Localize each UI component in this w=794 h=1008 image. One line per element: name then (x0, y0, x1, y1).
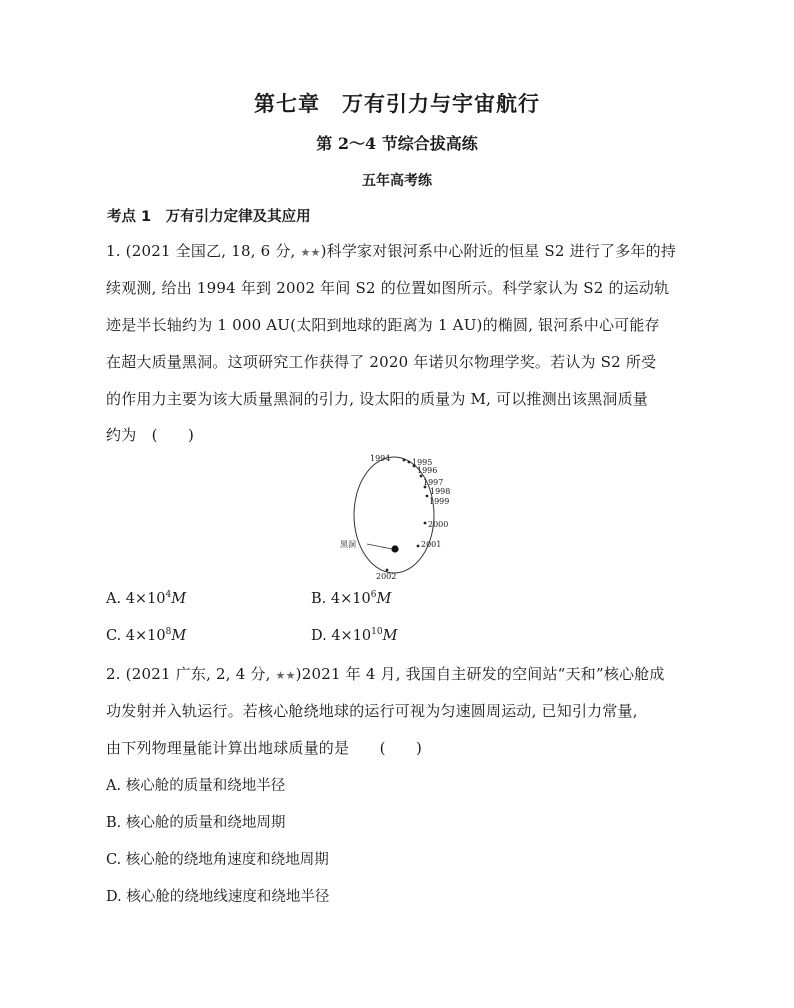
option-exponent: 6 (370, 590, 377, 600)
q1-line-4: 在超大质量黑洞。这项研究工作获得了 2020 年诺贝尔物理学奖。若认为 S2 所受 (106, 353, 657, 371)
option-unit: M (171, 590, 187, 607)
black-hole-dot (391, 545, 398, 552)
q1-line-5: 的作用力主要为该大质量黑洞的引力, 设太阳的质量为 M, 可以推测出该黑洞质量 (106, 390, 649, 408)
orbit-point (386, 569, 389, 572)
option-unit: M (171, 627, 187, 644)
option-unit: M (376, 590, 392, 607)
orbit-point (408, 461, 411, 464)
year-label: 2001 (421, 540, 442, 549)
year-label: 1997 (423, 478, 444, 487)
option-unit: M (382, 627, 398, 644)
s2-orbit-figure (330, 452, 470, 582)
year-label: 2000 (428, 520, 449, 529)
q2-line-2: 功发射并入轨运行。若核心舱绕地球的运行可视为匀速圆周运动, 已知引力常量, (106, 702, 638, 720)
difficulty-stars-icon: ★★ (275, 669, 296, 682)
topic-heading: 考点 1 万有引力定律及其应用 (107, 209, 311, 225)
orbit-points (386, 459, 429, 572)
orbit-point (417, 545, 420, 548)
section-title: 第 2～4 节综合拔高练 (316, 134, 478, 153)
option-exponent: 8 (165, 627, 172, 637)
q1-line-6: 约为 ( ) (106, 426, 195, 444)
q1-option-b[interactable] (311, 590, 391, 607)
option-exponent: 4 (165, 590, 172, 600)
option-exponent: 10 (371, 627, 383, 637)
year-label: 2002 (376, 572, 397, 581)
year-label: 1999 (429, 497, 450, 506)
q2-option-a[interactable]: A. 核心舱的质量和绕地半径 (106, 778, 286, 794)
q1-line-1-tail: )科学家对银河系中心附近的恒星 S2 进行了多年的持 (320, 242, 677, 260)
orbit-point (424, 522, 427, 525)
option-text: B. 4×10 (311, 590, 371, 607)
year-label: 1998 (430, 487, 451, 496)
subsection-title: 五年高考练 (362, 173, 432, 189)
orbit-point (426, 495, 429, 498)
q2-option-d[interactable]: D. 核心舱的绕地线速度和绕地半径 (106, 889, 330, 905)
option-text: C. 4×10 (106, 627, 166, 644)
q1-line-1 (106, 240, 676, 261)
option-text: A. 4×10 (106, 590, 166, 607)
q2-option-b[interactable]: B. 核心舱的质量和绕地周期 (106, 815, 286, 831)
orbit-point (420, 475, 423, 478)
q1-option-d[interactable] (311, 627, 397, 644)
year-label: 1995 (412, 458, 433, 467)
option-text: D. 4×10 (311, 627, 372, 644)
year-label: 1996 (417, 466, 438, 475)
q1-line-1-head: 1. (2021 全国乙, 18, 6 分, (106, 242, 301, 260)
q1-line-2: 续观测, 给出 1994 年到 2002 年间 S2 的位置如图所示。科学家认为 S2 的运动轨 (106, 279, 670, 297)
chapter-title: 第七章 万有引力与宇宙航行 (254, 91, 540, 116)
q1-line-3: 迹是半长轴约为 1 000 AU(太阳到地球的距离为 1 AU)的椭圆, 银河系中心可能存 (106, 316, 660, 334)
q2-line-1 (106, 663, 665, 684)
orbit-diagram (330, 452, 470, 582)
q2-line-1-head: 2. (2021 广东, 2, 4 分, (106, 665, 276, 683)
q2-line-1-tail: )2021 年 4 月, 我国自主研发的空间站“天和”核心舱成 (295, 665, 665, 683)
year-label: 1994 (370, 454, 391, 463)
q2-line-3: 由下列物理量能计算出地球质量的是 ( ) (106, 739, 423, 757)
black-hole-leader-line (367, 544, 392, 549)
q1-option-c[interactable] (106, 627, 186, 644)
difficulty-stars-icon: ★★ (300, 246, 321, 259)
orbit-point (403, 459, 406, 462)
q2-option-c[interactable]: C. 核心舱的绕地角速度和绕地周期 (106, 852, 329, 868)
q1-option-a[interactable] (106, 590, 186, 607)
black-hole-label: 黑洞 (340, 540, 356, 549)
